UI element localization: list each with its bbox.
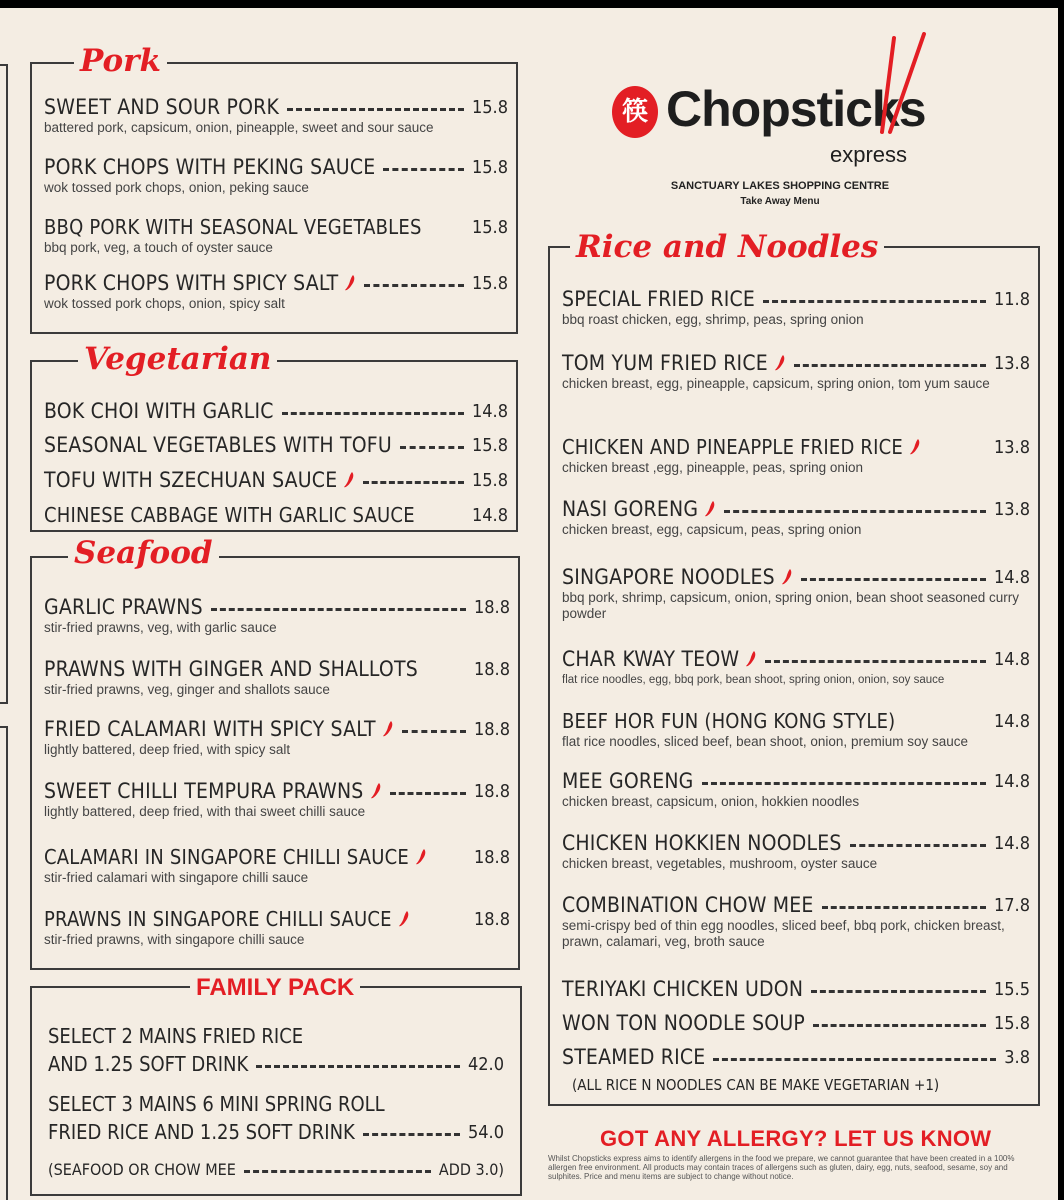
- leader-dots: [282, 412, 464, 415]
- veg-item-1: [44, 398, 508, 424]
- rice-item-8: [562, 768, 1030, 810]
- item-desc: stir-fried calamari with singapore chilli sauce: [44, 870, 309, 885]
- venue-name: SANCTUARY LAKES SHOPPING CENTRE: [670, 180, 890, 192]
- item-name: SWEET CHILLI TEMPURA PRAWNS: [44, 779, 364, 803]
- seafood-item-1: [44, 594, 510, 636]
- brand-name: Chopsticks: [666, 81, 926, 137]
- item-price: 13.8: [993, 436, 1030, 458]
- item-desc: wok tossed pork chops, onion, peking sauce: [44, 180, 309, 195]
- leader-dots: [724, 510, 986, 513]
- rice-item-12: [562, 1010, 1030, 1036]
- item-desc: lightly battered, deep fried, with spicy salt: [44, 742, 291, 757]
- rice-item-5: [562, 564, 1030, 622]
- rice-item-4: [562, 496, 1030, 538]
- item-price: 15.8: [471, 469, 508, 491]
- item-name: SINGAPORE NOODLES: [562, 565, 775, 589]
- item-desc: chicken breast, vegetables, mushroom, oyster sauce: [562, 856, 878, 871]
- seafood-title: Seafood: [68, 538, 219, 569]
- rice-item-7: [562, 708, 1030, 750]
- leader-dots: [765, 660, 986, 663]
- family-note-price: ADD 3.0): [438, 1160, 504, 1179]
- rice-item-10: [562, 892, 1030, 950]
- item-name: NASI GORENG: [562, 497, 699, 521]
- item-desc: wok tossed pork chops, onion, spicy salt: [44, 296, 285, 311]
- leader-dots: [390, 792, 466, 795]
- chopsticks-graphic: [874, 32, 934, 142]
- leader-dots: [256, 1065, 460, 1068]
- leader-dots: [383, 168, 464, 171]
- item-price: 15.5: [993, 978, 1030, 1000]
- item-desc: semi-crispy bed of thin egg noodles, sliced beef, bbq pork, chicken breast, prawn, calamari, veg, broth sauce: [562, 918, 1005, 949]
- leader-dots: [364, 284, 464, 287]
- leader-dots: [244, 1170, 431, 1173]
- item-price: 14.8: [993, 566, 1030, 588]
- left-page-edge-top: [0, 64, 8, 704]
- item-desc: lightly battered, deep fried, with thai sweet chilli sauce: [44, 804, 366, 819]
- rice-note: (ALL RICE N NOODLES CAN BE MAKE VEGETARIAN +1): [572, 1076, 940, 1094]
- item-name: SWEET AND SOUR PORK: [44, 95, 280, 119]
- family-pack-title: FAMILY PACK: [190, 974, 360, 1002]
- item-price: 13.8: [993, 352, 1030, 374]
- chili-icon: [781, 568, 793, 586]
- rice-item-6: [562, 646, 1030, 688]
- item-name: GARLIC PRAWNS: [44, 595, 203, 619]
- seafood-item-3: [44, 716, 510, 758]
- leader-dots: [363, 1133, 460, 1136]
- chili-icon: [382, 720, 394, 738]
- item-price: 13.8: [993, 498, 1030, 520]
- leader-dots: [400, 446, 464, 449]
- chili-icon: [909, 438, 921, 456]
- family-line-1a: SELECT 2 MAINS FRIED RICE: [48, 1024, 304, 1048]
- rice-item-11: [562, 976, 1030, 1002]
- item-desc: flat rice noodles, sliced beef, bean shoot, onion, premium soy sauce: [562, 734, 968, 749]
- item-price: 18.8: [473, 780, 510, 802]
- seafood-item-2: [44, 656, 510, 698]
- item-name: BOK CHOI WITH GARLIC: [44, 399, 274, 423]
- item-name: TOFU WITH SZECHUAN SAUCE: [44, 468, 338, 492]
- leader-dots: [811, 990, 986, 993]
- item-price: 18.8: [473, 658, 510, 680]
- leader-dots: [211, 608, 466, 611]
- veg-item-3: [44, 467, 508, 493]
- chili-icon: [745, 650, 757, 668]
- family-note: (SEAFOOD OR CHOW MEE: [48, 1160, 236, 1179]
- item-price: 15.8: [471, 156, 508, 178]
- leader-dots: [402, 730, 466, 733]
- item-name: CHICKEN HOKKIEN NOODLES: [562, 831, 842, 855]
- veg-item-4: [44, 502, 508, 528]
- item-name: WON TON NOODLE SOUP: [562, 1011, 805, 1035]
- family-line-2a: SELECT 3 MAINS 6 MINI SPRING ROLL: [48, 1092, 385, 1116]
- rice-item-1: [562, 286, 1030, 328]
- item-price: 11.8: [993, 288, 1030, 310]
- rice-noodles-section: [548, 246, 1040, 1106]
- chili-icon: [398, 910, 410, 928]
- veg-item-2: [44, 432, 508, 458]
- rice-item-9: [562, 830, 1030, 872]
- seafood-item-4: [44, 778, 510, 820]
- item-price: 18.8: [473, 846, 510, 868]
- rice-item-3: [562, 434, 1030, 476]
- item-price: 17.8: [993, 894, 1030, 916]
- item-price: 3.8: [1004, 1046, 1030, 1068]
- leader-dots: [822, 906, 986, 909]
- chili-icon: [370, 782, 382, 800]
- rice-item-13: [562, 1044, 1030, 1070]
- item-price: 15.8: [471, 272, 508, 294]
- item-desc: stir-fried prawns, veg, ginger and shallots sauce: [44, 682, 330, 697]
- item-price: 14.8: [993, 710, 1030, 732]
- leader-dots: [763, 300, 986, 303]
- item-name: CHINESE CABBAGE WITH GARLIC SAUCE: [44, 503, 415, 527]
- item-name: SEASONAL VEGETABLES WITH TOFU: [44, 433, 392, 457]
- chili-icon: [415, 848, 427, 866]
- allergy-disclaimer: Whilst Chopsticks express aims to identify allergens in the food we prepare, we cannot guarantee that have been created in a 100% allergen free environment. All products may contain traces of allergens such as gluten, dairy, egg, nuts, seafood, sesame, soy and sulphites. Price and menu items are subject to change without notice.: [548, 1154, 1015, 1181]
- item-desc: stir-fried prawns, veg, with garlic sauce: [44, 620, 277, 635]
- item-name: CHAR KWAY TEOW: [562, 647, 740, 671]
- item-name: SPECIAL FRIED RICE: [562, 287, 755, 311]
- leader-dots: [794, 364, 986, 367]
- family-pack-section: [30, 986, 522, 1196]
- seafood-item-5: [44, 844, 510, 886]
- item-name: CALAMARI IN SINGAPORE CHILLI SAUCE: [44, 845, 409, 869]
- item-desc: bbq roast chicken, egg, shrimp, peas, spring onion: [562, 312, 864, 327]
- leader-dots: [702, 782, 986, 785]
- item-price: 14.8: [993, 770, 1030, 792]
- item-name: FRIED CALAMARI WITH SPICY SALT: [44, 717, 376, 741]
- chili-icon: [774, 354, 786, 372]
- family-note-row: [48, 1160, 504, 1179]
- rice-item-2: [562, 350, 1030, 392]
- item-name: MEE GORENG: [562, 769, 694, 793]
- chili-icon: [704, 500, 716, 518]
- item-desc: battered pork, capsicum, onion, pineapple, sweet and sour sauce: [44, 120, 434, 135]
- leader-dots: [713, 1058, 996, 1061]
- item-price: 15.8: [471, 434, 508, 456]
- vegetarian-title: Vegetarian: [78, 344, 277, 375]
- item-name: BEEF HOR FUN (HONG KONG STYLE): [562, 709, 896, 733]
- item-desc: stir-fried prawns, with singapore chilli sauce: [44, 932, 305, 947]
- item-price: 15.8: [471, 216, 508, 238]
- item-price: 14.8: [471, 400, 508, 422]
- leader-dots: [813, 1024, 986, 1027]
- seafood-item-6: [44, 906, 510, 948]
- item-name: PRAWNS WITH GINGER AND SHALLOTS: [44, 657, 418, 681]
- item-price: 18.8: [473, 908, 510, 930]
- item-name: COMBINATION CHOW MEE: [562, 893, 814, 917]
- family-price-2: 54.0: [467, 1121, 504, 1143]
- leader-dots: [801, 578, 986, 581]
- vegetarian-section: [30, 360, 518, 532]
- family-line-2b: FRIED RICE AND 1.25 SOFT DRINK: [48, 1120, 355, 1144]
- item-desc: chicken breast, egg, pineapple, capsicum, spring onion, tom yum sauce: [562, 376, 990, 391]
- item-desc: chicken breast, capsicum, onion, hokkien noodles: [562, 794, 860, 809]
- item-desc: chicken breast ,egg, pineapple, peas, spring onion: [562, 460, 863, 475]
- pork-item-1: [44, 94, 508, 136]
- pork-item-2: [44, 154, 508, 196]
- item-name: PORK CHOPS WITH PEKING SAUCE: [44, 155, 376, 179]
- pork-item-4: [44, 270, 508, 312]
- item-name: PRAWNS IN SINGAPORE CHILLI SAUCE: [44, 907, 392, 931]
- menu-type: Take Away Menu: [740, 196, 820, 207]
- brand-logo: [612, 32, 942, 172]
- chopsticks-icon: 筷: [612, 86, 658, 138]
- family-price-1: 42.0: [467, 1053, 504, 1075]
- item-desc: chicken breast, egg, capsicum, peas, spring onion: [562, 522, 862, 537]
- rice-noodles-title: Rice and Noodles: [570, 232, 884, 263]
- item-name: BBQ PORK WITH SEASONAL VEGETABLES: [44, 215, 422, 239]
- pork-title: Pork: [74, 46, 167, 77]
- leader-dots: [363, 481, 464, 484]
- chili-icon: [343, 471, 355, 489]
- item-name: TERIYAKI CHICKEN UDON: [562, 977, 804, 1001]
- item-price: 15.8: [993, 1012, 1030, 1034]
- leader-dots: [850, 844, 986, 847]
- item-price: 15.8: [471, 96, 508, 118]
- family-line-1b: AND 1.25 SOFT DRINK: [48, 1052, 249, 1076]
- left-page-edge-bottom: [0, 726, 8, 1200]
- pork-section: [30, 62, 518, 334]
- item-desc: flat rice noodles, egg, bbq pork, bean shoot, spring onion, onion, soy sauce: [562, 674, 945, 686]
- menu-page: [0, 8, 1058, 1200]
- item-name: TOM YUM FRIED RICE: [562, 351, 768, 375]
- pork-item-3: [44, 214, 508, 256]
- item-desc: bbq pork, shrimp, capsicum, onion, spring onion, bean shoot seasoned curry powder: [562, 590, 1020, 621]
- family-line-2b-row: [48, 1120, 504, 1144]
- item-desc: bbq pork, veg, a touch of oyster sauce: [44, 240, 273, 255]
- leader-dots: [287, 108, 464, 111]
- item-price: 14.8: [993, 648, 1030, 670]
- item-price: 14.8: [993, 832, 1030, 854]
- item-name: STEAMED RICE: [562, 1045, 706, 1069]
- item-name: CHICKEN AND PINEAPPLE FRIED RICE: [562, 435, 903, 459]
- item-price: 18.8: [473, 596, 510, 618]
- allergy-heading: GOT ANY ALLERGY? LET US KNOW: [600, 1126, 992, 1151]
- family-line-1b-row: [48, 1052, 504, 1076]
- brand-sub: express: [830, 142, 908, 167]
- item-price: 18.8: [473, 718, 510, 740]
- chili-icon: [344, 274, 356, 292]
- seafood-section: [30, 556, 520, 970]
- item-price: 14.8: [471, 504, 508, 526]
- item-name: PORK CHOPS WITH SPICY SALT: [44, 271, 339, 295]
